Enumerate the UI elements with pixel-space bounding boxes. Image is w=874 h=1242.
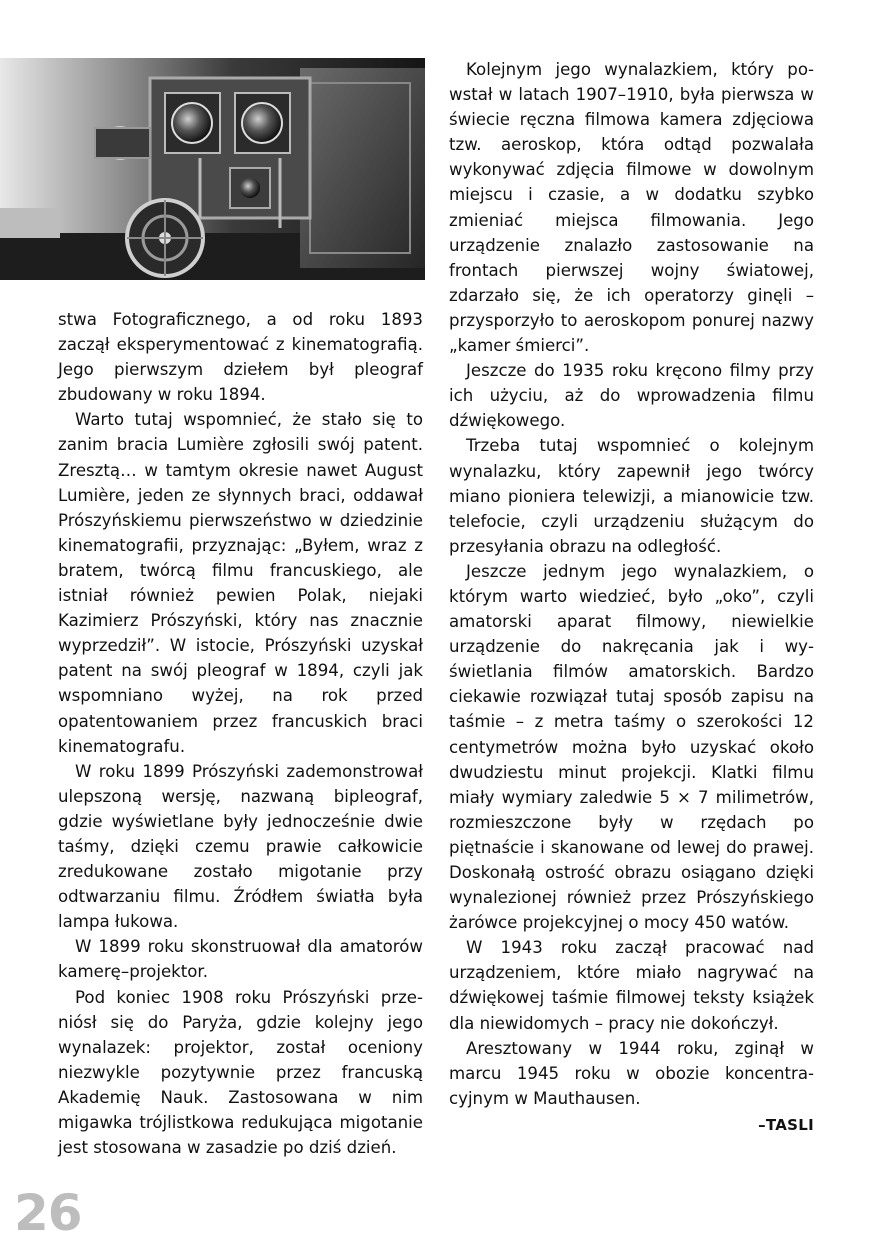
paragraph: W roku 1899 Prószyński zademonstrował ulepszoną wersję, nazwaną bipleograf, gdzie wyświetlane były jednocześnie dwie taśmy, dzięki czemu prawie całkowicie zredukowane zostało migotanie przy odtwarzaniu filmu. Źródłem światła była lampa łukowa.: [58, 761, 423, 932]
paragraph: Pod koniec 1908 roku Prószyński przeniósł się do Paryża, gdzie kolejny jego wynalazek: projektor, został oceniony niezwykle pozytywnie przez francuską Akademię Nauk. Zastosowana w nim migawka trójlistkowa redukująca migotanie jest stosowana w zasadzie po dziś dzień.: [58, 987, 423, 1158]
right-text-column: [449, 57, 814, 1138]
paragraph: Jeszcze jednym jego wynalazkiem, o którym warto wiedzieć, było „oko”, czyli amatorski aparat filmowy, niewielkie urządzenie do nakręcania jak i wyświetlania filmów amatorskich. Bardzo ciekawie rozwiązał tutaj sposób zapisu na taśmie – z metra taśmy o szerokości 12 centymetrów można było uzyskać około dwudziestu minut projekcji. Klatki filmu miały wymiary zaledwie 5 × 7 milimetrów, rozmieszczone były w rzędach po piętnaście i skanowane od lewej do prawej. Doskonałą ostrość obrazu osiągano dzięki wynalezionej również przez Prószyńskiego żarówce projekcyjnej o mocy 450 watów.: [449, 561, 814, 933]
paragraph: Jeszcze do 1935 roku kręcono filmy przy ich użyciu, aż do wprowadzenia filmu dźwiękowego.: [449, 361, 814, 431]
paragraph: Kolejnym jego wynalazkiem, który powstał w latach 1907–1910, była pierwsza w świecie ręczna filmowa kamera zdjęciowa tzw. aeroskop, która odtąd pozwalała wykonywać zdjęcia filmowe w dowolnym miejscu i czasie, a w dodatku szybko zmieniać miejsca filmowania. Jego urządzenie znalazło zastosowanie na frontach pierwszej wojny światowej, zdarzało się, że ich operatorzy ginęli – przysporzyło to aeroskopom ponurej nazwy „kamer śmierci”.: [449, 60, 814, 356]
paragraph: stwa Fotograficznego, a od roku 1893 zaczął eksperymentować z kinematografią. Jego pierwszym dziełem był pleograf zbudowany w roku 1894.: [58, 310, 423, 405]
page-number: 26: [14, 1184, 82, 1242]
antique-film-camera-photo: [0, 58, 425, 280]
paragraph: Aresztowany w 1944 roku, zginął w marcu 1945 roku w obozie koncentracyjnym w Mauthausen.: [449, 1038, 814, 1108]
author-signature: –TASLI: [758, 1115, 814, 1134]
paragraph: Trzeba tutaj wspomnieć o kolejnym wynalazku, który zapewnił jego twórcy miano pioniera telewizji, a mianowicie tzw. telefocie, czyli urządzeniu służącym do przesyłania obrazu na odległość.: [449, 436, 814, 556]
paragraph: W 1899 roku skonstruował dla amatorów kamerę–projektor.: [58, 937, 423, 982]
paragraph: W 1943 roku zaczął pracować nad urządzeniem, które miało nagrywać na dźwiękowej taśmie filmowej teksty książek dla niewidomych – pracy nie dokończył.: [449, 938, 814, 1033]
paragraph: Warto tutaj wspomnieć, że stało się to zanim bracia Lumière zgłosili swój patent. Zresztą… w tamtym okresie nawet August Lumière, jeden ze słynnych braci, oddawał Prószyńskiemu pierwszeństwo w dziedzinie kinematografii, przyznając: „Byłem, wraz z bratem, twórcą filmu francuskiego, ale istniał również pewien Polak, niejaki Kazimierz Prószyński, który nas znacznie wyprzedził”. W istocie, Prószyński uzyskał patent na swój pleograf w 1894, czyli jak wspomniano wyżej, na rok przed opatentowaniem przez francuskich braci kinematografu.: [58, 410, 423, 756]
left-text-column: [58, 307, 423, 1160]
